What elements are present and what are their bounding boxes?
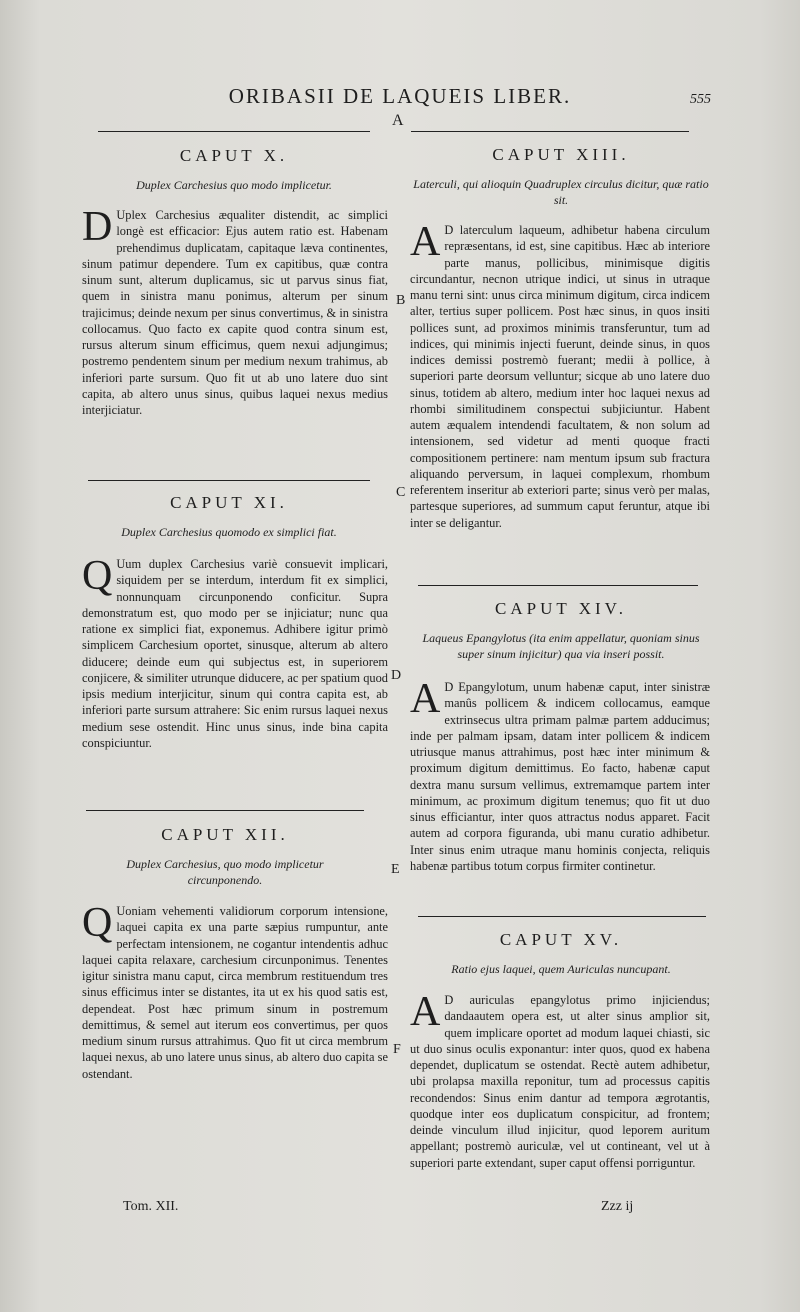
drop-cap: D	[82, 204, 113, 250]
drop-cap: Q	[82, 900, 113, 946]
chapter-heading: CAPUT XIII.	[492, 145, 630, 164]
chapter-subtitle: Laterculi, qui alioquin Quadruplex circulus dicitur, quæ ratio sit.	[413, 177, 709, 207]
rule	[418, 585, 698, 586]
margin-letter: F	[393, 1042, 401, 1057]
rule	[411, 131, 689, 132]
volume-label: Tom. XII.	[123, 1199, 179, 1214]
rule	[98, 131, 370, 132]
chapter-heading: CAPUT X.	[179, 146, 289, 165]
chapter-heading: CAPUT XI.	[170, 493, 288, 512]
drop-cap: A	[410, 219, 441, 265]
chapter-heading: CAPUT XIV.	[495, 599, 627, 618]
chapter-text: A D Epangylotum, unum habenæ caput, inter sinistræ manûs pollicem & indicem collocamus, eamque extrinsecus ultra primam palmæ partem adducimus; inde per palmam ipsam, datam inter pollicem & indicem utriusque manus attrahimus, post hæc inter minimum & proximum digitum demittimus. Eo facto, habenæ caput dextra manu sursum vellimus, extremamque partem inter minimum, ac proximum digitum tenemus; quo fit ut duo sinus efficiantur, inter quos attractus nodus apparet. Facit autem ad corpora figuranda, ubi manu curatio adhibetur. Inter sinus enim utraque manu hominis conjecta, reliquis habenæ partibus totum corpus firmiter continetur.	[410, 676, 710, 873]
chapter-text: A D auriculas epangylotus primo injiciendus; dandaautem opera est, ut alter sinus amplior sit, quem implicare oportet ad modum laquei chiasti, sic ut duo sinus oculis exponantur: inter quos, quod ex habena dependet, duplicatum se ostendat. Rectè autem adhibetur, ubi prolapsa maxilla reponitur, tum ad processus capitis recondendos: Sinus enim dantur ad tempora ægrotantis, quodque inter eos duplicatum conspicitur, ad frontem; deinde vinculum illud injicitur, quod leporem auritum appellant; postremò auriculæ, vel ut contineant, vel ut à superiori parte extendant, super caput offensi porriguntur.	[410, 989, 710, 1170]
margin-letter: D	[391, 668, 402, 683]
chapter-subtitle: Duplex Carchesius quomodo ex simplici fiat.	[121, 525, 337, 539]
chapter-heading: CAPUT XII.	[161, 825, 289, 844]
chapter-subtitle: Ratio ejus laquei, quem Auriculas nuncupant.	[451, 962, 671, 976]
rule	[88, 480, 370, 481]
rule	[418, 916, 706, 917]
running-title: ORIBASII DE LAQUEIS LIBER.	[228, 84, 572, 108]
chapter-subtitle: Laqueus Epangylotus (ita enim appellatur, quoniam sinus super sinum injicitur) qua via inseri possit.	[422, 631, 700, 661]
chapter-subtitle: Duplex Carchesius, quo modo implicetur circunponendo.	[126, 857, 324, 887]
rule	[86, 810, 364, 811]
chapter-heading: CAPUT XV.	[499, 930, 623, 949]
chapter-text: A D laterculum laqueum, adhibetur habena circulum repræsentans, id est, sine capitibus. Hæc ab interiore parte manus, pollicibus, minimisque digitis circundantur, necnon utrique indici, ut sinus in utraque manu terni sint: unus circa minimum digitum, circa indicem alter, tertius super pollicem. Post hæc sinus, in quos insiti pollices sunt, ad proximos minimis transferuntur, tum ad indices, qui minimis injecti fuerunt, deinde sinus, in quos indices demissi postremò fuerant; medii à pollice, à superiori parte deorsum velluntur; sicque ab uno latere duo sinus, totidem ab altero, medium inter hoc laquei nexus ad rhombi similitudinem conspectui subjiciuntur. Habent autem æqualem intendendi facultatem, & non solum ad intensionem, sed videtur ad menti quoque fracti compositionem pertinere: nam mentum ipsum sub fractura aliquando perversum, in laquei complexum, rhombum referentem inseritur ab exteriori parte; sinus verò per malas, partesque superiores, ad summum caput feruntur, atque ibi inter se deligantur.	[410, 219, 710, 530]
margin-letter: B	[396, 293, 406, 308]
chapter-text: D Uplex Carchesius æqualiter distendit, ac simplici longè est efficacior: Ejus autem ratio est. Habenam prehendimus duplicatam, capitaque læva continentes, sinum patimur dependere. Tum ex capitibus, quæ contra sinum sunt, alterum duplicamus, sic ut parvus sinus fiat, quem in sinistra manu ponimus, alterum per sinum trajicimus; deinde nexum per sinus convertimus, & in sinistra collocamus. Quo facto ex capite quod contra sinum est, rursus alterum sinum efficimus, quem nexui adjungimus; postremo pendentem sinum per medium nexum trahimus, ab inferiori parte sursum. Quo fit ut ab uno latere duo sint capita, ab altero unus sinus, quibus laquei nexus medius interjiciatur.	[82, 204, 388, 417]
margin-letter: E	[391, 862, 400, 877]
chapter-text: Q Uoniam vehementi validiorum corporum intensione, laquei capita ex una parte sæpius rumpuntur, ante perfectam intensionem, ne cogantur intendentis adhuc laquei capita relaxare, carchesium circunponimus. Tenentes igitur sinistra manu caput, circa membrum restituendum tres sinus efficimus inter se distantes, ita ut ex his quod satis est, dependeat. Post hæc primum sinum in postremum demittimus, & semel aut iterum eos convertimus, per quos medium sinum rursus attrahimus. Quo fit ut circa membrum laquei nexus, ab uno latere unus sinus, ab altero duo capita se ostendant.	[82, 900, 388, 1081]
drop-cap: Q	[82, 553, 113, 599]
chapter-subtitle: Duplex Carchesius quo modo implicetur.	[136, 178, 332, 192]
page-number: 555	[690, 92, 711, 107]
drop-cap: A	[410, 989, 441, 1035]
signature-mark: Zzz ij	[601, 1199, 634, 1214]
section-mark: A	[392, 112, 404, 129]
chapter-text: Q Uum duplex Carchesius variè consuevit implicari, siquidem per se interdum, interdum fit ex simplici, nonnunquam circunponendo conficitur. Supra demonstratum est, quo modo per se injiciatur; nunc qua ratione ex simplici fiat, exponemus. Adhibere igitur primò simplicem Carchesium oportet, sinusque, alterum ab altero diducere; deinde eum qui subjectus est, in superiorem conjicere, & similiter utrunque diducere, ac per spatium quod ipsis medium interjicitur, sinum qui contra capita est, ab inferiori parte sursum attrahere: Sic enim rursus laquei nexus medium sese ostendit. Hinc unus sinus, inde bina capita conspiciuntur.	[82, 553, 388, 750]
drop-cap: A	[410, 676, 441, 722]
margin-letter: C	[396, 485, 406, 500]
